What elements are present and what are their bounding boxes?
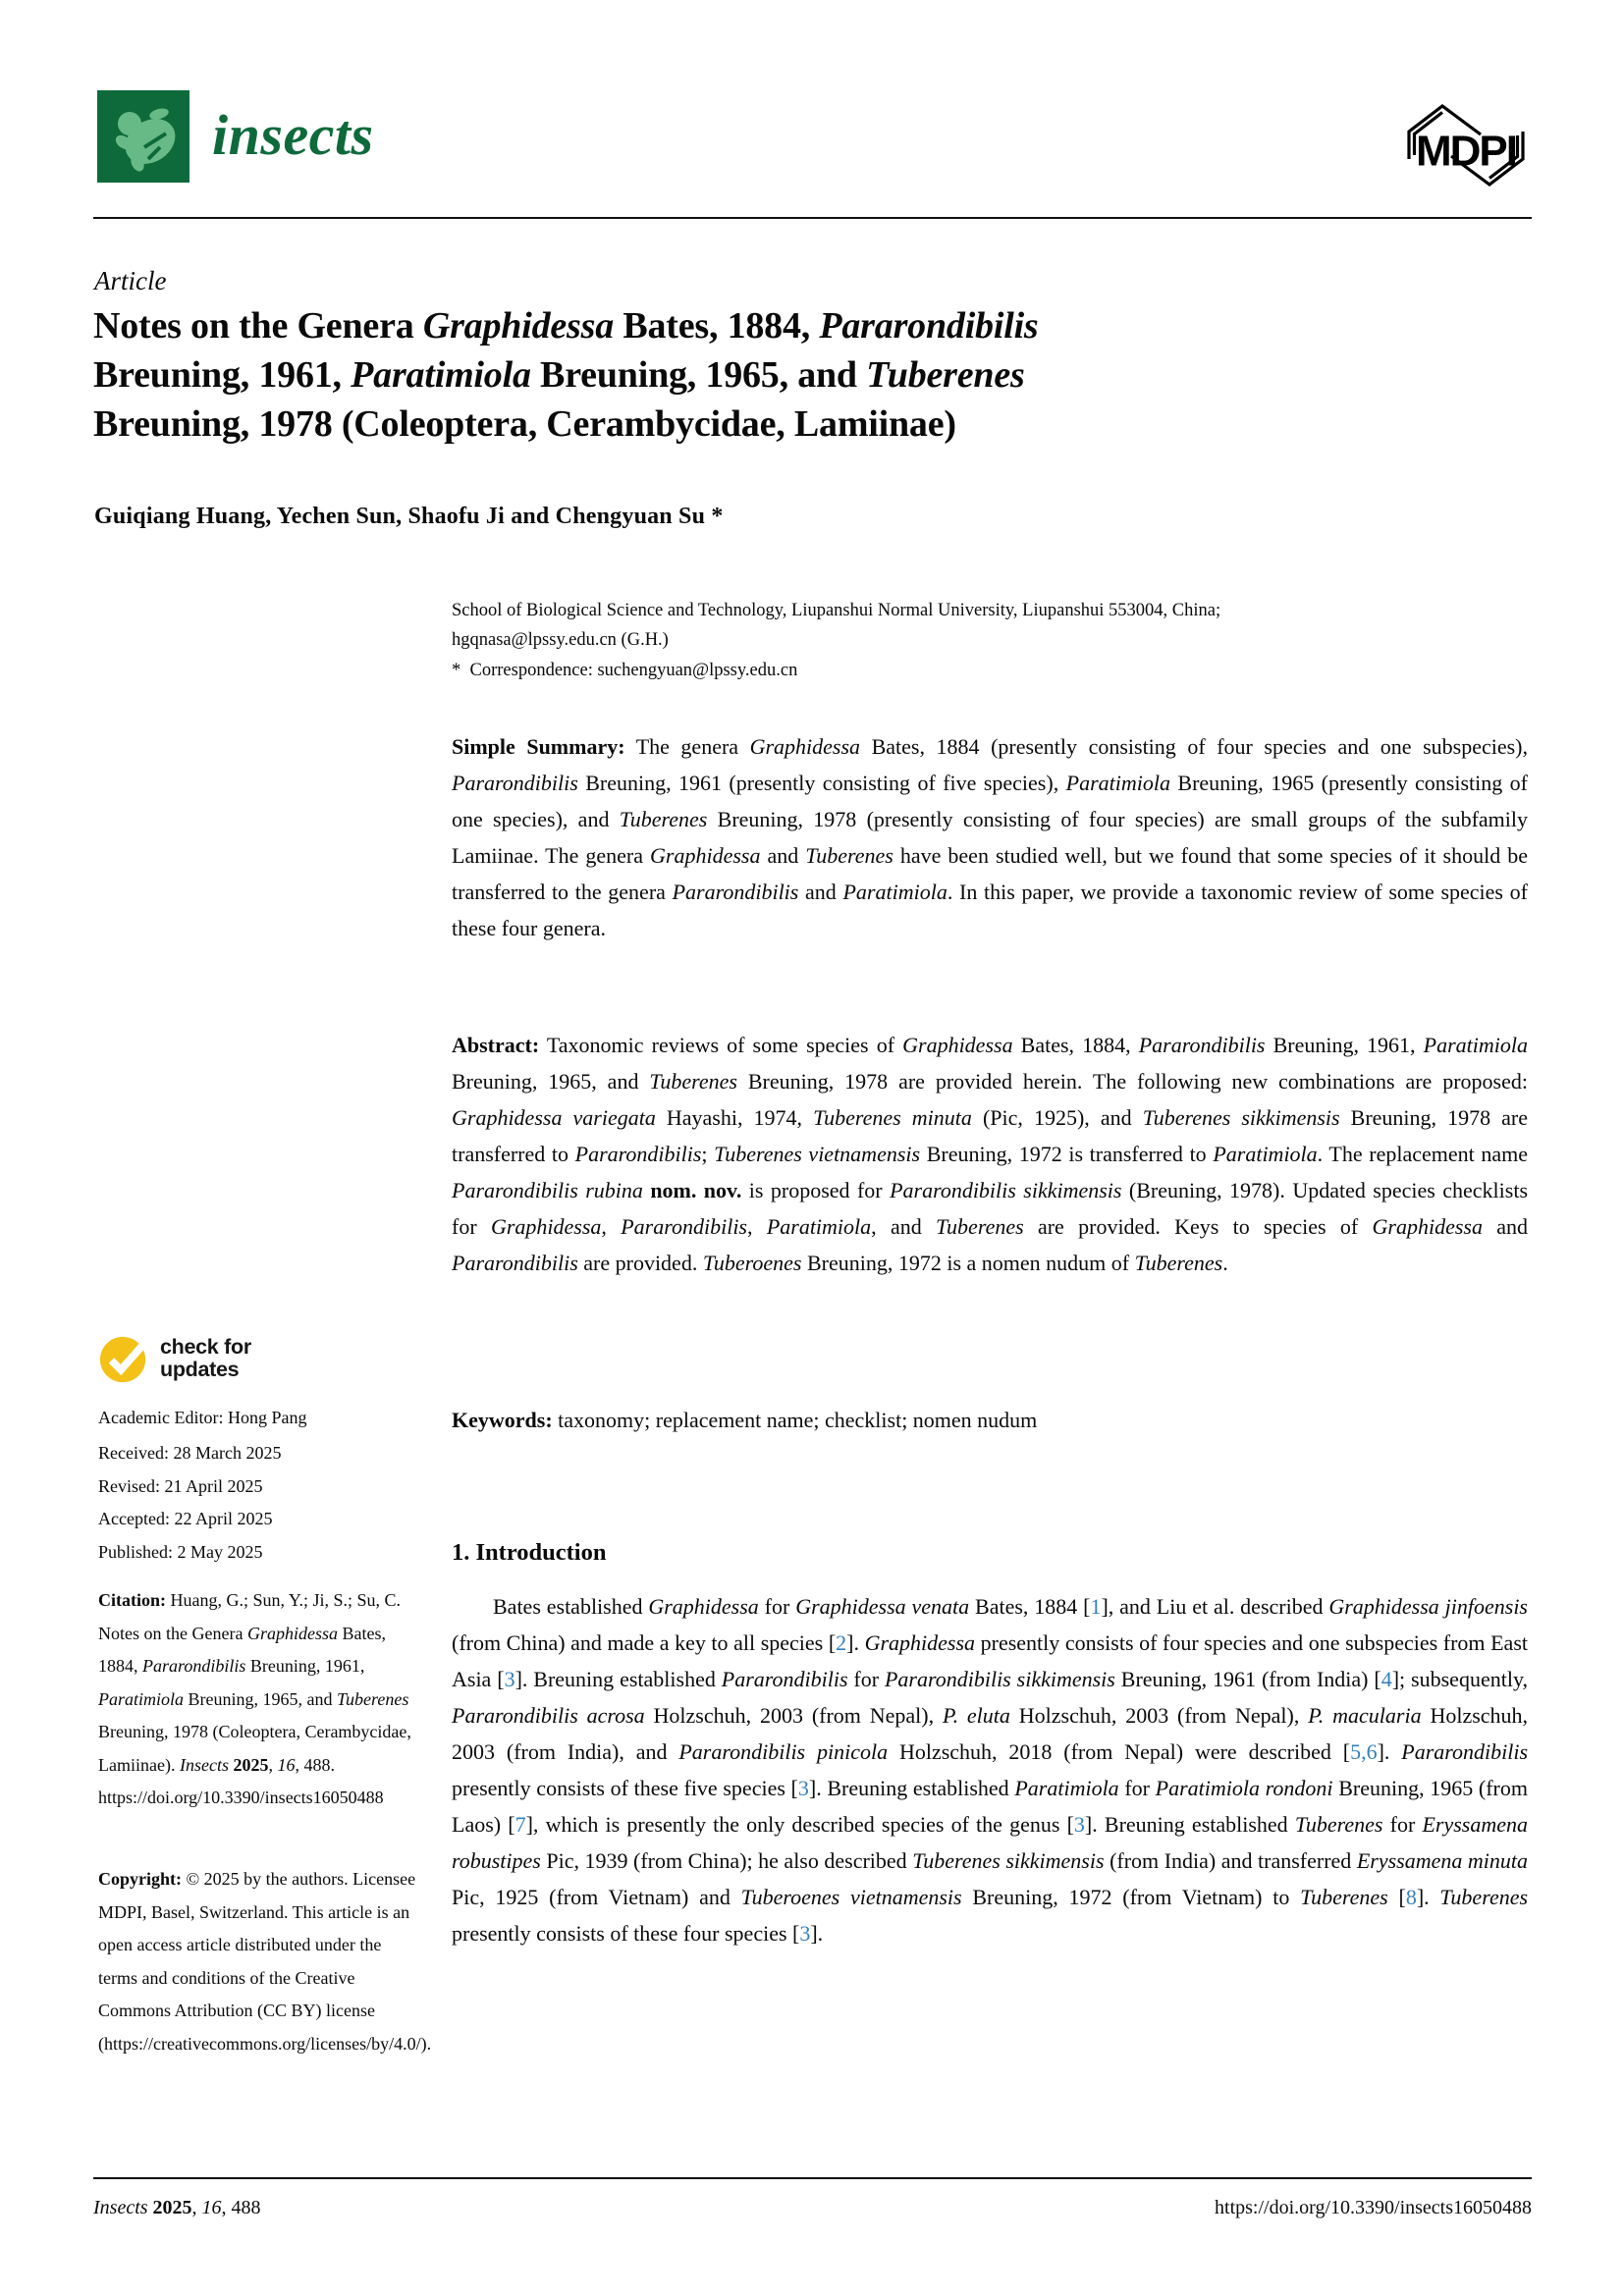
badge-label: check for updates — [160, 1335, 251, 1381]
copyright-block: Copyright: © 2025 by the authors. Licensee MDPI, Basel, Switzerland. This article is an open access article distributed under the terms and conditions of the Creative Commons Attribution (CC BY) license (https://creativecommons.org/licenses/by/4.0/). — [98, 1869, 432, 2054]
mdpi-logo-icon — [1402, 102, 1530, 188]
simple-summary-paragraph: Simple Summary: The genera Graphidessa Bates, 1884 (presently consisting of four species and one subspecies), Pararondibilis Breuning, 1961 (presently consisting of five species), Paratimiola Breuning, 1965 (presently consisting of one species), and Tuberenes Breuning, 1978 (presently consisting of four species) are small groups of the subfamily Lamiinae. The genera Graphidessa and Tuberenes have been studied well, but we found that some species of it should be transferred to the genera Pararondibilis and Paratimiola. In this paper, we provide a taxonomic review of some species of these four genera. — [452, 734, 1528, 940]
beetle-icon — [97, 90, 189, 183]
article-title: Notes on the Genera Graphidessa Bates, 1884, Pararondibilis Breuning, 1961, Paratimiola Breuning, 1965, and Tuberenes Breuning, 1978 (Coleoptera, Cerambycidae, Lamiinae) — [93, 305, 1039, 445]
check-for-updates-badge[interactable] — [99, 1331, 394, 1390]
authors-line: Guiqiang Huang, Yechen Sun, Shaofu Ji and Chengyuan Su * — [94, 504, 724, 529]
revised-line: Revised: 21 April 2025 — [98, 1476, 263, 1496]
footer-row — [93, 2197, 1532, 2219]
svg-text:MDPI: MDPI — [1416, 129, 1516, 176]
article-type-label: Article — [94, 266, 167, 295]
journal-name: insects — [212, 103, 374, 167]
published-line: Published: 2 May 2025 — [98, 1542, 263, 1562]
journal-logo — [97, 90, 189, 183]
received-line: Received: 28 March 2025 — [98, 1443, 282, 1463]
citation-block: Citation: Huang, G.; Sun, Y.; Ji, S.; Su, C. Notes on the Genera Graphidessa Bates, 1884, Pararondibilis Breuning, 1961, Paratimiola Breuning, 1965, and Tuberenes Breuning, 1978 (Coleoptera, Cerambycidae, Lamiinae). Insects 2025, 16, 488. https://doi.org/10.3390/insects16050488 — [98, 1590, 411, 1807]
introduction-heading: 1. Introduction — [452, 1539, 607, 1566]
keywords-line: Keywords: taxonomy; replacement name; checklist; nomen nudum — [452, 1408, 1038, 1432]
abstract-paragraph: Abstract: Taxonomic reviews of some species of Graphidessa Bates, 1884, Pararondibilis Breuning, 1961, Paratimiola Breuning, 1965, and Tuberenes Breuning, 1978 are provided herein. The following new combinations are proposed: Graphidessa variegata Hayashi, 1974, Tuberenes minuta (Pic, 1925), and Tuberenes sikkimensis Breuning, 1978 are transferred to Pararondibilis; Tuberenes vietnamensis Breuning, 1972 is transferred to Paratimiola. The replacement name Pararondibilis rubina nom. nov. is proposed for Pararondibilis sikkimensis (Breuning, 1978). Updated species checklists for Graphidessa, Pararondibilis, Paratimiola, and Tuberenes are provided. Keys to species of Graphidessa and Pararondibilis are provided. Tuberoenes Breuning, 1972 is a nomen nudum of Tuberenes. — [452, 1033, 1529, 1275]
footer-doi-link[interactable]: https://doi.org/10.3390/insects16050488 — [1215, 2197, 1532, 2218]
introduction-text: Bates established Graphidessa for Graphidessa venata Bates, 1884 [1], and Liu et al. described Graphidessa jinfoensis (from China) and made a key to all species [2]. Graphidessa presently consists of four species and one subspecies from East Asia [3]. Breuning established Pararondibilis for Pararondibilis sikkimensis Breuning, 1961 (from India) [4]; subsequently, Pararondibilis acrosa Holzschuh, 2003 (from Nepal), P. eluta Holzschuh, 2003 (from Nepal), P. macularia Holzschuh, 2003 (from India), and Pararondibilis pinicola Holzschuh, 2018 (from Nepal) were described [5,6]. Pararondibilis presently consists of these five species [3]. Breuning established Paratimiola for Paratimiola rondoni Breuning, 1965 (from Laos) [7], which is presently the only described species of the genus [3]. Breuning established Tuberenes for Eryssamena robustipes Pic, 1939 (from China); he also described Tuberenes sikkimensis (from India) and transferred Eryssamena minuta Pic, 1925 (from Vietnam) and Tuberoenes vietnamensis Breuning, 1972 (from Vietnam) to Tuberenes [8]. Tuberenes presently consists of these four species [3]. — [452, 1594, 1529, 1946]
introduction-paragraph — [452, 1588, 1528, 1951]
footer-journal-ref: Insects 2025, 16, 488 — [93, 2197, 261, 2218]
academic-editor-line: Academic Editor: Hong Pang — [98, 1408, 307, 1427]
check-icon — [99, 1335, 148, 1384]
affiliation-text: School of Biological Science and Technology, Liupanshui Normal University, Liupanshui 553004, China; hgqnasa@lpssy.edu.cn (G.H.) — [452, 601, 1221, 650]
accepted-line: Accepted: 22 April 2025 — [98, 1509, 273, 1528]
footer-divider — [93, 2177, 1532, 2179]
correspondence-text: * Correspondence: suchengyuan@lpssy.edu.cn — [452, 661, 798, 680]
header-divider — [93, 217, 1532, 219]
